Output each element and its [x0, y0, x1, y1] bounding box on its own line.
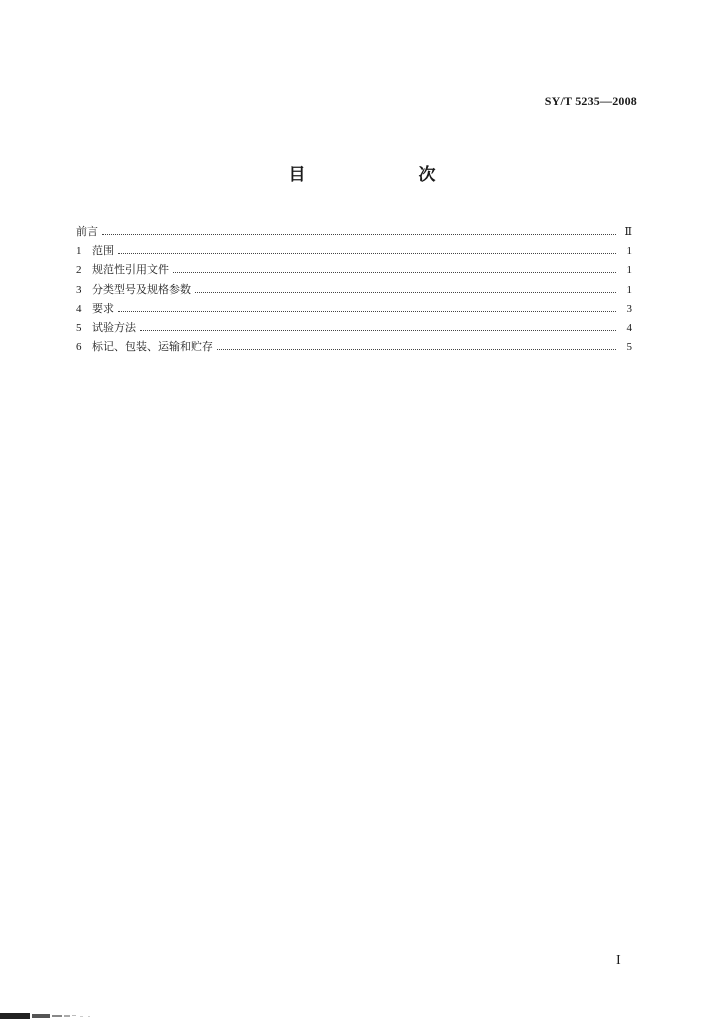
- toc-entry-number: 3: [76, 283, 82, 296]
- toc-entry-foreword[interactable]: [76, 222, 632, 241]
- toc-entry-page: 3: [626, 302, 632, 315]
- toc-dot-leader: [102, 234, 616, 235]
- toc-entry-page: 1: [626, 283, 632, 296]
- toc-entry-label: 前言: [76, 225, 98, 238]
- toc-entry-label: 范围: [92, 244, 114, 258]
- toc-entry-number: 2: [76, 264, 82, 277]
- toc-entry-number: 1: [76, 245, 82, 258]
- toc-entry-page: 1: [626, 245, 632, 258]
- page-number: I: [616, 953, 621, 968]
- table-of-contents: [76, 222, 632, 356]
- toc-entry-number: 4: [76, 302, 82, 315]
- scan-artifact-mark: [0, 1012, 96, 1020]
- toc-entry-number: 6: [76, 341, 82, 354]
- toc-entry-label: 分类型号及规格参数: [92, 282, 191, 296]
- toc-entry-page: 4: [626, 321, 632, 334]
- toc-entry-1[interactable]: [76, 241, 632, 260]
- toc-entry-label: 规范性引用文件: [92, 263, 169, 277]
- toc-entry-page: 1: [626, 264, 632, 277]
- toc-title: 目 次: [288, 165, 484, 185]
- toc-entry-label: 试验方法: [92, 320, 136, 334]
- toc-dot-leader: [217, 349, 616, 350]
- toc-entry-page: Ⅱ: [624, 226, 632, 238]
- toc-entry-4[interactable]: [76, 299, 632, 318]
- toc-entry-page: 5: [626, 341, 632, 354]
- toc-dot-leader: [195, 292, 616, 293]
- toc-dot-leader: [118, 253, 616, 254]
- toc-dot-leader: [140, 330, 616, 331]
- toc-entry-number: 5: [76, 321, 82, 334]
- standard-code: SY/T 5235—2008: [544, 94, 637, 108]
- toc-entry-5[interactable]: [76, 318, 632, 337]
- toc-dot-leader: [173, 272, 616, 273]
- toc-entry-6[interactable]: [76, 337, 632, 356]
- toc-entry-3[interactable]: [76, 280, 632, 299]
- toc-entry-2[interactable]: [76, 260, 632, 279]
- toc-entry-label: 要求: [92, 301, 114, 315]
- toc-dot-leader: [118, 311, 616, 312]
- toc-entry-label: 标记、包装、运输和贮存: [92, 340, 213, 354]
